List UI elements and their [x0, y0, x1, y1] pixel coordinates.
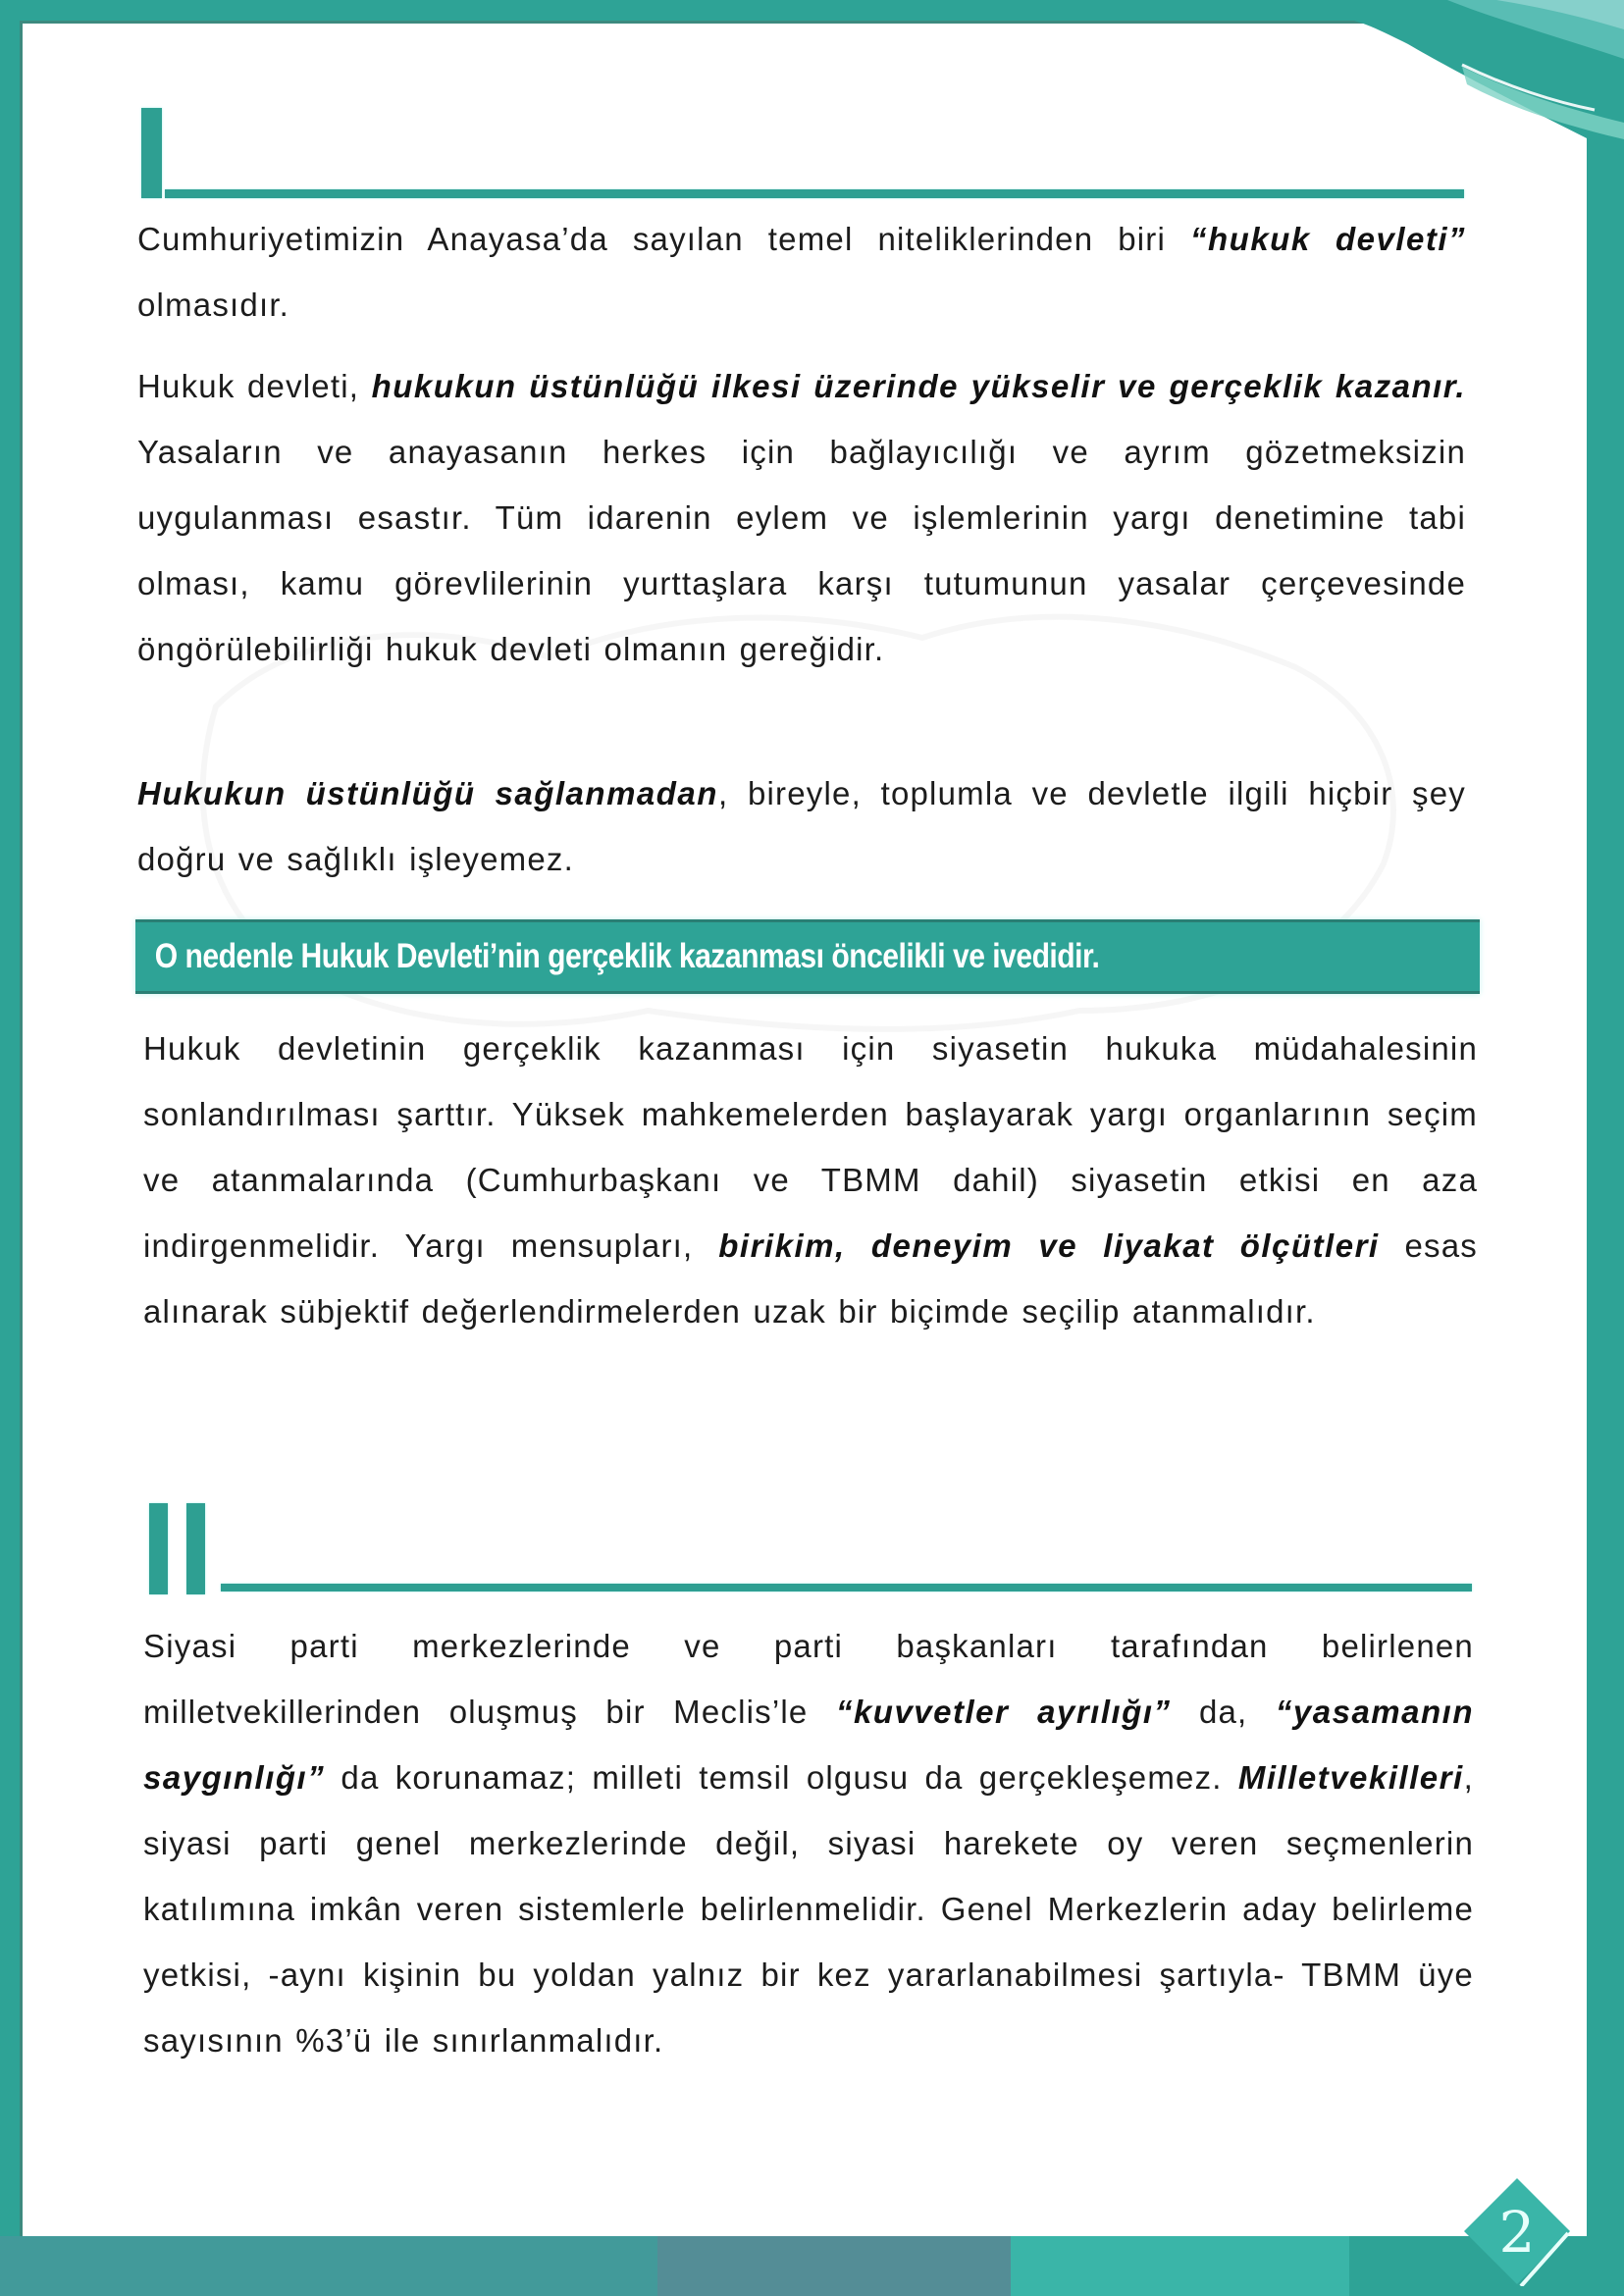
section-rule	[165, 189, 1464, 198]
paragraph: Hukuk devletinin gerçeklik kazanması için siyasetin hukuka müdahalesinin sonlandırılması şarttır. Yüksek mahkemelerden başlayarak yargı organlarının seçim ve atanmalarında (Cumhurbaşkanı ve TBMM dahil) siyasetin etkisi en aza indirgenmelidir. Yargı mensupları, birikim, deneyim ve liyakat ölçütleri esas alınarak sübjektif değerlendirmelerden uzak bir biçimde seçilip atanmalıdır.	[143, 1030, 1478, 1330]
emphasis: “yasamanın saygınlığı”	[143, 1694, 1474, 1796]
emphasis: hukukun üstünlüğü ilkesi üzerinde yükselir ve gerçeklik kazanır.	[371, 368, 1466, 404]
paragraph: Hukukun üstünlüğü sağlanmadan, bireyle, toplumla ve devletle ilgili hiçbir şey doğru ve sağlıklı işleyemez.	[137, 775, 1466, 877]
paragraph: Cumhuriyetimizin Anayasa’da sayılan temel niteliklerinden biri “hukuk devleti” olmasıdır.	[137, 221, 1466, 323]
emphasis: “hukuk devleti”	[1190, 221, 1466, 257]
footer-band	[0, 2236, 1624, 2296]
roman-numeral-i-bar	[141, 108, 162, 198]
section-rule	[221, 1584, 1472, 1592]
highlight-banner	[135, 919, 1480, 994]
emphasis: Milletvekilleri	[1237, 1759, 1464, 1796]
paragraph: Siyasi parti merkezlerinde ve parti başkanları tarafından belirlenen milletvekillerinden oluşmuş bir Meclis’le “kuvvetler ayrılığı” da, “yasamanın saygınlığı” da korunamaz; milleti temsil olgusu da gerçekleşemez. Milletvekilleri, siyasi parti genel merkezlerinde değil, siyasi harekete oy veren seçmenlerin katılımına imkân veren sistemlerle belirlenmelidir. Genel Merkezlerin aday belirleme yetkisi, -aynı kişinin bu yoldan yalnız bir kez yararlanabilmesi şartıyla- TBMM üye sayısının %3’ü ile sınırlanmalıdır.	[143, 1628, 1474, 2059]
page-number: 2	[1498, 2199, 1536, 2266]
banner-text: O nedenle Hukuk Devleti’nin gerçeklik kazanması öncelikli ve ivedidir.	[154, 937, 1100, 975]
emphasis: Hukukun üstünlüğü sağlanmadan	[137, 775, 718, 811]
emphasis: birikim, deneyim ve liyakat ölçütleri	[718, 1227, 1380, 1264]
paragraph: Hukuk devleti, hukukun üstünlüğü ilkesi üzerinde yükselir ve gerçeklik kazanır. Yasaların ve anayasanın herkes için bağlayıcılığı ve ayrım gözetmeksizin uygulanması esastır. Tüm idarenin eylem ve işlemlerinin yargı denetimine tabi olması, kamu görevlilerinin yurttaşlara karşı tutumunun yasalar çerçevesinde öngörülebilirliği hukuk devleti olmanın gereğidir.	[137, 368, 1466, 667]
roman-numeral-ii-bar-1	[149, 1503, 168, 1594]
corner-swoosh-decoration	[1271, 0, 1624, 157]
emphasis: “kuvvetler ayrılığı”	[835, 1694, 1172, 1730]
roman-numeral-ii-bar-2	[186, 1503, 205, 1594]
